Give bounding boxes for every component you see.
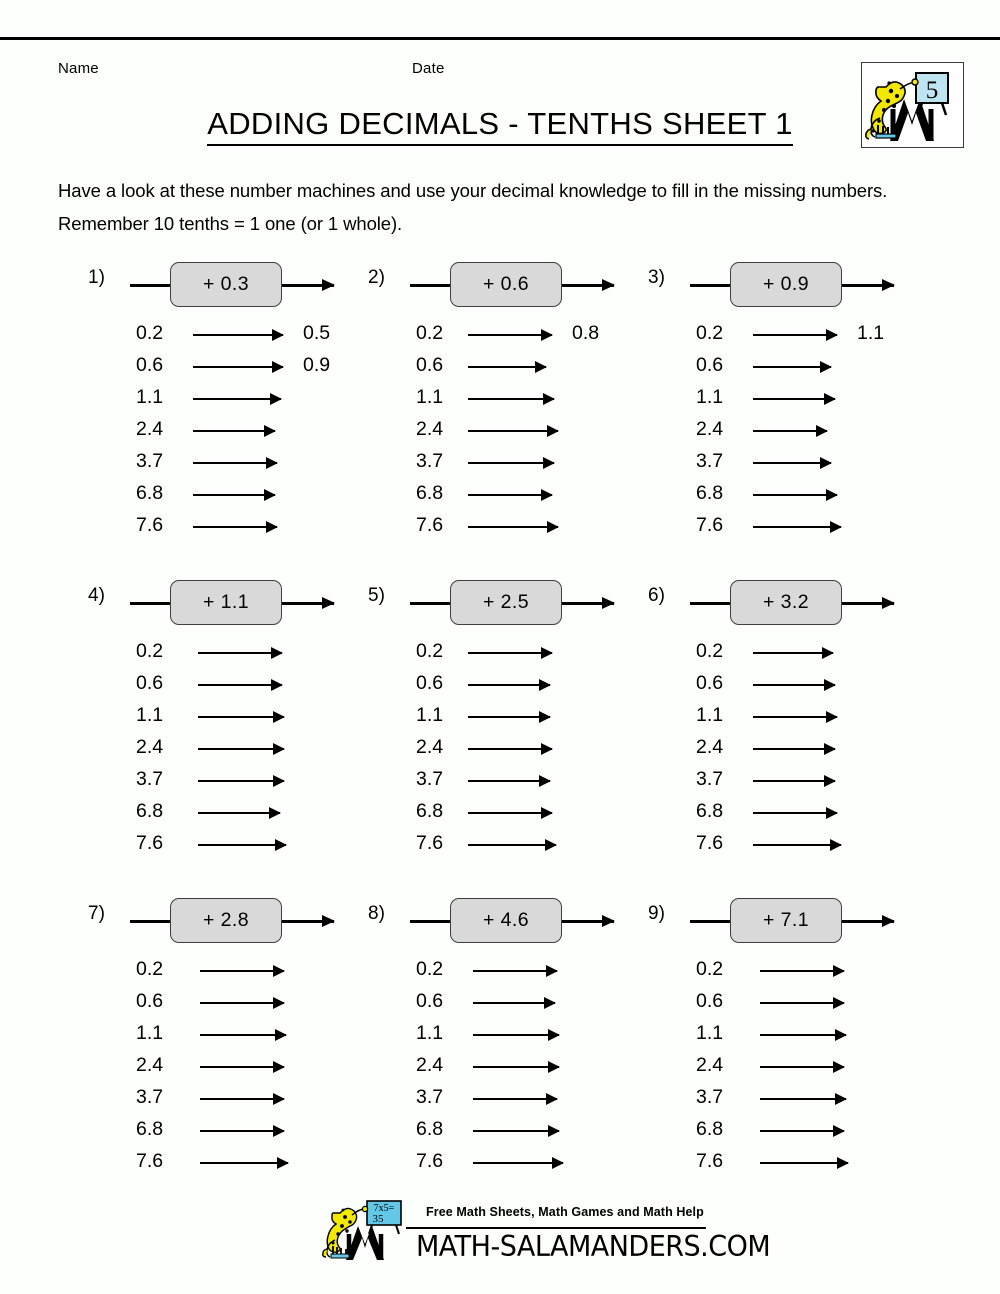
row-arrow-icon (198, 716, 284, 718)
input-value: 0.2 (416, 322, 444, 344)
output-value[interactable]: 0.9 (303, 354, 331, 376)
input-value: 0.6 (136, 990, 164, 1012)
machine-value-row (88, 956, 388, 988)
machine-value-row (648, 670, 948, 702)
machine-value-row (88, 702, 388, 734)
output-value[interactable]: 1.1 (857, 322, 885, 344)
row-arrow-icon (198, 652, 282, 654)
machine-output-arrow-icon (562, 602, 614, 605)
input-value: 1.1 (696, 1022, 724, 1044)
machine-value-row (88, 320, 388, 352)
input-value: 7.6 (696, 1150, 724, 1172)
row-arrow-icon (468, 526, 558, 528)
machine-value-rows (88, 638, 388, 862)
row-arrow-icon (198, 812, 280, 814)
machine-row (122, 898, 388, 944)
machine-value-row (648, 384, 948, 416)
machine-value-row (648, 1020, 948, 1052)
salamander-grade-logo (861, 62, 964, 148)
machine-output-arrow-icon (282, 920, 334, 923)
input-value: 1.1 (696, 704, 724, 726)
machine-value-rows (88, 320, 388, 544)
machine-value-rows (368, 320, 668, 544)
output-value[interactable]: 0.5 (303, 322, 331, 344)
machine-value-row (88, 1084, 388, 1116)
machine-value-row (368, 734, 668, 766)
page-title (0, 106, 1000, 142)
row-arrow-icon (468, 684, 550, 686)
row-arrow-icon (200, 1066, 284, 1068)
input-value: 7.6 (416, 832, 444, 854)
input-value: 2.4 (696, 736, 724, 758)
machine-value-rows (88, 956, 388, 1180)
row-arrow-icon (200, 1162, 288, 1164)
row-arrow-icon (200, 1002, 284, 1004)
row-arrow-icon (193, 526, 277, 528)
row-arrow-icon (753, 334, 837, 336)
machine-value-row (88, 798, 388, 830)
machine-operation-box: + 0.9 (730, 262, 842, 307)
machine-row (402, 898, 668, 944)
footer-divider (406, 1227, 706, 1229)
machine-input-line (410, 284, 452, 287)
machine-value-row (648, 1148, 948, 1180)
input-value: 6.8 (136, 1118, 164, 1140)
problem-number: 8) (368, 903, 385, 924)
row-arrow-icon (753, 748, 835, 750)
machine-row (682, 580, 948, 626)
problem-number: 2) (368, 267, 385, 288)
machine-value-row (368, 448, 668, 480)
machine-value-row (368, 1052, 668, 1084)
top-divider (0, 37, 1000, 40)
machine-value-row (368, 352, 668, 384)
machine-value-row (648, 830, 948, 862)
footer-tagline: Free Math Sheets, Math Games and Math Help (426, 1205, 704, 1219)
input-value: 7.6 (136, 832, 164, 854)
row-arrow-icon (468, 812, 552, 814)
input-value: 7.6 (696, 514, 724, 536)
row-arrow-icon (193, 398, 281, 400)
input-value: 3.7 (136, 1086, 164, 1108)
machine-value-row (88, 448, 388, 480)
name-label: Name (58, 60, 99, 77)
machine-value-row (88, 512, 388, 544)
input-value: 0.2 (136, 640, 164, 662)
input-value: 0.2 (696, 958, 724, 980)
row-arrow-icon (760, 970, 844, 972)
machine-value-row (648, 734, 948, 766)
machine-value-row (368, 830, 668, 862)
input-value: 6.8 (696, 482, 724, 504)
machine-value-row (368, 766, 668, 798)
machine-value-row (368, 384, 668, 416)
machine-value-row (88, 988, 388, 1020)
machine-value-rows (648, 638, 948, 862)
row-arrow-icon (193, 366, 283, 368)
machine-output-arrow-icon (842, 602, 894, 605)
row-arrow-icon (473, 1034, 559, 1036)
input-value: 1.1 (136, 386, 164, 408)
machine-value-row (368, 480, 668, 512)
machine-output-arrow-icon (842, 920, 894, 923)
input-value: 0.6 (136, 672, 164, 694)
row-arrow-icon (193, 462, 277, 464)
row-arrow-icon (753, 398, 835, 400)
input-value: 7.6 (136, 1150, 164, 1172)
machine-value-row (648, 956, 948, 988)
problem-number: 4) (88, 585, 105, 606)
input-value: 2.4 (136, 1054, 164, 1076)
machine-value-row (88, 1116, 388, 1148)
input-value: 1.1 (136, 1022, 164, 1044)
input-value: 0.2 (416, 640, 444, 662)
input-value: 6.8 (416, 800, 444, 822)
row-arrow-icon (200, 1130, 284, 1132)
input-value: 6.8 (136, 800, 164, 822)
machine-operation-box: + 0.3 (170, 262, 282, 307)
row-arrow-icon (468, 462, 554, 464)
row-arrow-icon (473, 1098, 557, 1100)
output-value[interactable]: 0.8 (572, 322, 600, 344)
row-arrow-icon (198, 748, 284, 750)
input-value: 0.2 (416, 958, 444, 980)
machine-value-rows (648, 956, 948, 1180)
date-label: Date (412, 60, 445, 77)
machine-row (402, 262, 668, 308)
machine-value-row (88, 1052, 388, 1084)
row-arrow-icon (473, 1130, 559, 1132)
machine-value-row (368, 670, 668, 702)
machine-value-row (368, 1148, 668, 1180)
footer (320, 1196, 771, 1268)
input-value: 2.4 (416, 736, 444, 758)
row-arrow-icon (200, 970, 284, 972)
row-arrow-icon (198, 844, 286, 846)
input-value: 7.6 (416, 1150, 444, 1172)
input-value: 1.1 (696, 386, 724, 408)
row-arrow-icon (468, 366, 546, 368)
row-arrow-icon (198, 780, 284, 782)
row-arrow-icon (473, 1002, 555, 1004)
machine-input-line (410, 602, 452, 605)
input-value: 3.7 (136, 768, 164, 790)
machine-value-rows (368, 638, 668, 862)
row-arrow-icon (198, 684, 282, 686)
machine-input-line (690, 284, 732, 287)
input-value: 2.4 (136, 736, 164, 758)
row-arrow-icon (760, 1130, 844, 1132)
row-arrow-icon (753, 526, 841, 528)
svg-text:35: 35 (372, 1213, 384, 1225)
row-arrow-icon (468, 844, 556, 846)
machine-value-row (368, 988, 668, 1020)
row-arrow-icon (473, 1162, 563, 1164)
salamander-icon (862, 63, 961, 145)
input-value: 1.1 (416, 1022, 444, 1044)
input-value: 0.6 (696, 672, 724, 694)
machine-value-row (88, 480, 388, 512)
input-value: 3.7 (696, 1086, 724, 1108)
row-arrow-icon (753, 716, 837, 718)
row-arrow-icon (468, 780, 550, 782)
problem-number: 9) (648, 903, 665, 924)
machine-value-row (648, 638, 948, 670)
machine-value-row (88, 734, 388, 766)
machine-value-row (648, 766, 948, 798)
machine-value-row (648, 352, 948, 384)
input-value: 2.4 (416, 1054, 444, 1076)
input-value: 0.2 (696, 640, 724, 662)
machine-input-line (130, 920, 172, 923)
row-arrow-icon (468, 748, 552, 750)
row-arrow-icon (760, 1002, 844, 1004)
row-arrow-icon (760, 1098, 846, 1100)
machine-input-line (690, 920, 732, 923)
machine-value-row (88, 638, 388, 670)
input-value: 6.8 (416, 482, 444, 504)
machine-value-row (648, 480, 948, 512)
machine-operation-box: + 2.5 (450, 580, 562, 625)
machine-operation-box: + 4.6 (450, 898, 562, 943)
machine-value-row (368, 798, 668, 830)
input-value: 3.7 (696, 768, 724, 790)
row-arrow-icon (753, 780, 835, 782)
row-arrow-icon (468, 334, 552, 336)
machine-input-line (690, 602, 732, 605)
machine-row (122, 580, 388, 626)
machine-value-row (648, 702, 948, 734)
input-value: 1.1 (416, 704, 444, 726)
input-value: 3.7 (696, 450, 724, 472)
machine-value-row (88, 766, 388, 798)
machine-output-arrow-icon (562, 920, 614, 923)
input-value: 2.4 (416, 418, 444, 440)
machine-operation-box: + 0.6 (450, 262, 562, 307)
input-value: 0.6 (136, 354, 164, 376)
row-arrow-icon (760, 1034, 846, 1036)
machine-value-rows (368, 956, 668, 1180)
row-arrow-icon (193, 430, 275, 432)
row-arrow-icon (193, 494, 275, 496)
row-arrow-icon (753, 366, 831, 368)
input-value: 0.6 (416, 672, 444, 694)
machine-value-row (648, 416, 948, 448)
row-arrow-icon (753, 494, 837, 496)
row-arrow-icon (468, 398, 554, 400)
input-value: 3.7 (136, 450, 164, 472)
machine-input-line (130, 284, 172, 287)
input-value: 0.2 (136, 322, 164, 344)
row-arrow-icon (760, 1066, 844, 1068)
machine-row (122, 262, 388, 308)
machine-output-arrow-icon (562, 284, 614, 287)
machine-value-row (88, 1020, 388, 1052)
svg-text:5: 5 (925, 77, 939, 104)
machine-value-row (88, 416, 388, 448)
machine-value-row (368, 416, 668, 448)
input-value: 6.8 (416, 1118, 444, 1140)
input-value: 1.1 (416, 386, 444, 408)
machine-value-row (88, 830, 388, 862)
row-arrow-icon (200, 1098, 284, 1100)
input-value: 6.8 (696, 1118, 724, 1140)
machine-value-row (368, 1084, 668, 1116)
machine-value-row (368, 512, 668, 544)
row-arrow-icon (753, 844, 841, 846)
input-value: 6.8 (136, 482, 164, 504)
row-arrow-icon (473, 970, 557, 972)
machine-value-row (368, 1020, 668, 1052)
machine-value-rows (648, 320, 948, 544)
machine-input-line (410, 920, 452, 923)
page-title-text: ADDING DECIMALS - TENTHS SHEET 1 (207, 106, 793, 146)
machine-value-row (648, 1116, 948, 1148)
machine-value-row (368, 702, 668, 734)
machine-value-row (88, 352, 388, 384)
input-value: 0.6 (696, 354, 724, 376)
machine-row (682, 898, 948, 944)
machine-output-arrow-icon (282, 284, 334, 287)
machine-value-row (368, 956, 668, 988)
input-value: 0.6 (416, 990, 444, 1012)
row-arrow-icon (193, 334, 283, 336)
machine-value-row (88, 1148, 388, 1180)
input-value: 6.8 (696, 800, 724, 822)
row-arrow-icon (468, 652, 552, 654)
machine-value-row (648, 320, 948, 352)
machine-value-row (88, 384, 388, 416)
input-value: 3.7 (416, 1086, 444, 1108)
row-arrow-icon (753, 652, 833, 654)
machine-value-row (648, 798, 948, 830)
machine-row (402, 580, 668, 626)
machine-operation-box: + 7.1 (730, 898, 842, 943)
input-value: 2.4 (136, 418, 164, 440)
machine-value-row (88, 670, 388, 702)
input-value: 7.6 (136, 514, 164, 536)
machine-input-line (130, 602, 172, 605)
machine-value-row (368, 1116, 668, 1148)
machine-operation-box: + 1.1 (170, 580, 282, 625)
problem-number: 6) (648, 585, 665, 606)
row-arrow-icon (468, 430, 558, 432)
row-arrow-icon (760, 1162, 848, 1164)
machine-value-row (368, 320, 668, 352)
problem-number: 3) (648, 267, 665, 288)
machine-value-row (648, 1084, 948, 1116)
machine-output-arrow-icon (842, 284, 894, 287)
machine-value-row (648, 512, 948, 544)
input-value: 7.6 (696, 832, 724, 854)
problem-number: 7) (88, 903, 105, 924)
machine-operation-box: + 3.2 (730, 580, 842, 625)
problem-number: 1) (88, 267, 105, 288)
input-value: 1.1 (136, 704, 164, 726)
input-value: 7.6 (416, 514, 444, 536)
row-arrow-icon (468, 716, 550, 718)
problem-number: 5) (368, 585, 385, 606)
input-value: 0.6 (416, 354, 444, 376)
row-arrow-icon (753, 812, 837, 814)
input-value: 0.2 (696, 322, 724, 344)
row-arrow-icon (753, 684, 835, 686)
machine-output-arrow-icon (282, 602, 334, 605)
row-arrow-icon (753, 462, 831, 464)
input-value: 3.7 (416, 768, 444, 790)
machine-value-row (648, 1052, 948, 1084)
input-value: 0.2 (136, 958, 164, 980)
machine-value-row (648, 448, 948, 480)
row-arrow-icon (468, 494, 552, 496)
row-arrow-icon (753, 430, 827, 432)
input-value: 2.4 (696, 1054, 724, 1076)
machine-value-row (648, 988, 948, 1020)
row-arrow-icon (473, 1066, 559, 1068)
footer-url: MATH-SALAMANDERS.COM (416, 1231, 771, 1264)
machine-value-row (368, 638, 668, 670)
input-value: 3.7 (416, 450, 444, 472)
machine-operation-box: + 2.8 (170, 898, 282, 943)
instructions-text: Have a look at these number machines and use your decimal knowledge to fill in the missing numbers. Remember 10 tenths = 1 one (or 1 whole). (58, 180, 888, 234)
input-value: 2.4 (696, 418, 724, 440)
row-arrow-icon (200, 1034, 286, 1036)
machine-row (682, 262, 948, 308)
input-value: 0.6 (696, 990, 724, 1012)
svg-text:7x5=: 7x5= (373, 1203, 395, 1214)
